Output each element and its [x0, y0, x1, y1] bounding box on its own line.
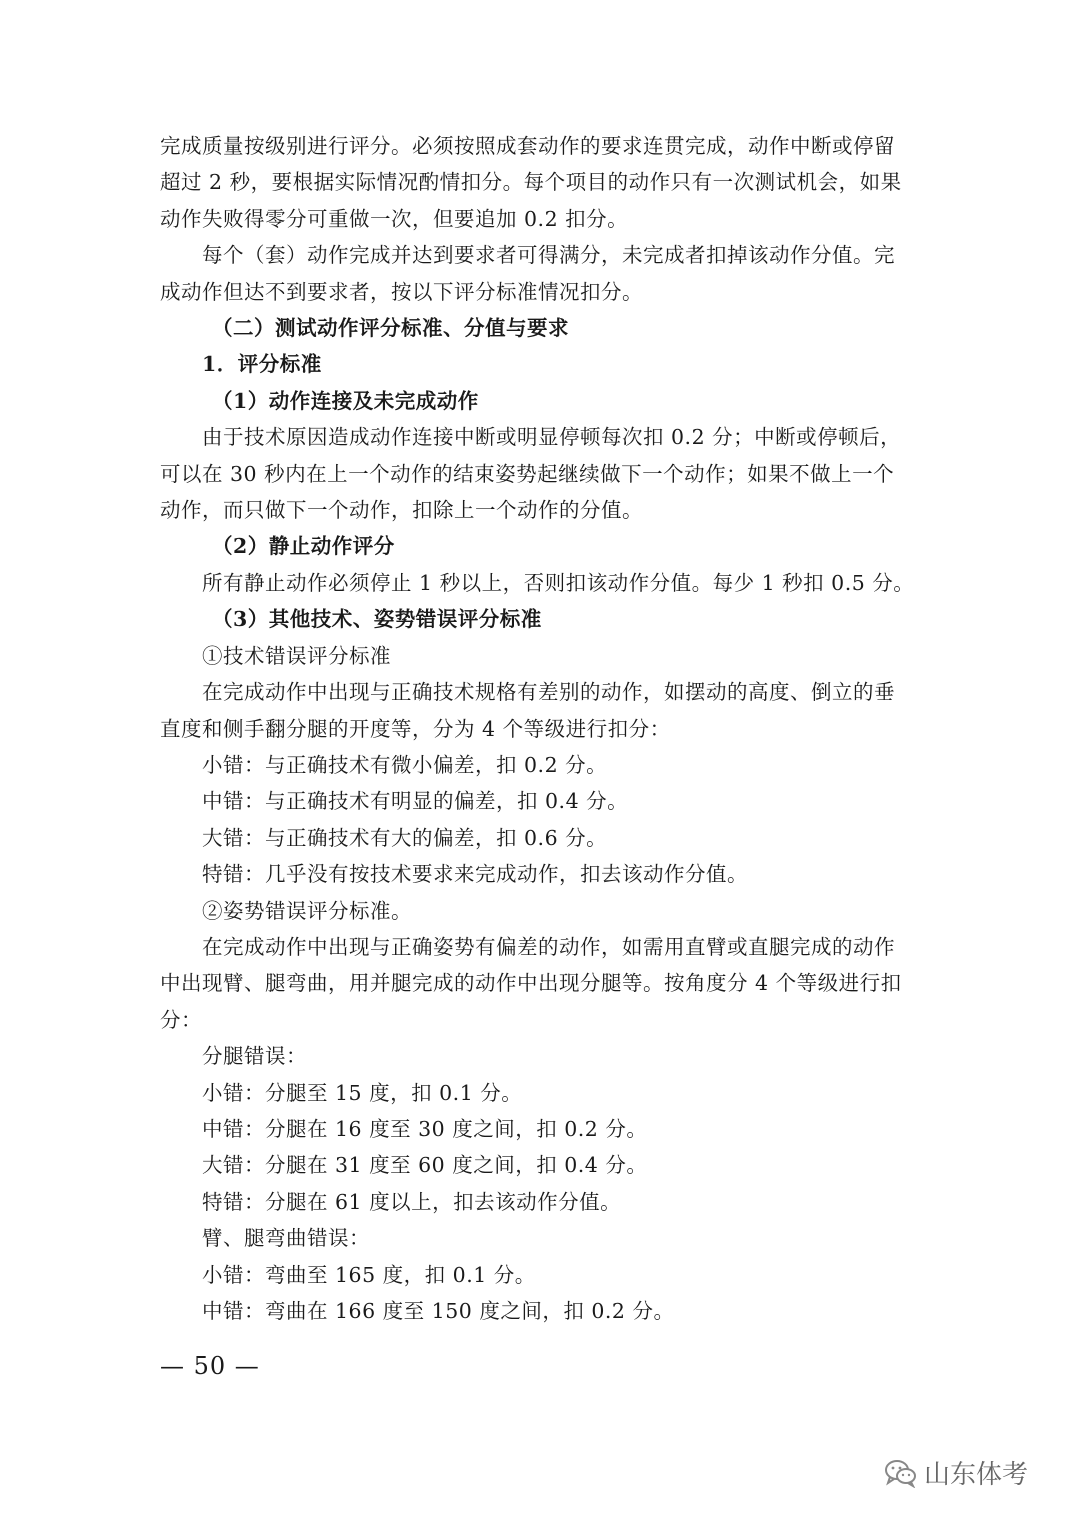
text-line: 在完成动作中出现与正确技术规格有差别的动作，如摆动的高度、倒立的垂	[202, 680, 895, 705]
text-line: 小错：弯曲至 165 度，扣 0.1 分。	[202, 1262, 536, 1287]
section-heading: 1．评分标准	[202, 352, 322, 377]
text-line: 大错：分腿在 31 度至 60 度之间，扣 0.4 分。	[202, 1153, 648, 1178]
text-line: 动作失败得零分可重做一次，但要追加 0.2 扣分。	[160, 206, 629, 231]
text-line: ①技术错误评分标准	[202, 643, 391, 668]
text-line: 分：	[160, 1007, 202, 1032]
text-line: 成动作但达不到要求者，按以下评分标准情况扣分。	[160, 279, 643, 304]
text-line: 小错：与正确技术有微小偏差，扣 0.2 分。	[202, 752, 608, 777]
text-line: 超过 2 秒，要根据实际情况酌情扣分。每个项目的动作只有一次测试机会，如果	[160, 170, 902, 195]
text-line: 臂、腿弯曲错误：	[202, 1226, 370, 1251]
text-line: 完成质量按级别进行评分。必须按照成套动作的要求连贯完成，动作中断或停留	[160, 134, 895, 158]
section-heading: （1）动作连接及未完成动作	[212, 388, 479, 413]
wechat-icon	[884, 1458, 918, 1488]
text-line: 中出现臂、腿弯曲，用并腿完成的动作中出现分腿等。按角度分 4 个等级进行扣	[160, 971, 902, 996]
section-heading: （3）其他技术、姿势错误评分标准	[212, 607, 542, 632]
text-line: 所有静止动作必须停止 1 秒以上，否则扣该动作分值。每少 1 秒扣 0.5 分。	[202, 570, 915, 595]
text-line: 动作，而只做下一个动作，扣除上一个动作的分值。	[160, 498, 643, 523]
page-number: — 50 —	[160, 1352, 260, 1380]
text-line: 特错：几乎没有按技术要求来完成动作，扣去该动作分值。	[202, 862, 748, 887]
watermark-text: 山东体考	[924, 1460, 1029, 1490]
text-line: 中错：与正确技术有明显的偏差，扣 0.4 分。	[202, 789, 629, 814]
text-line: 大错：与正确技术有大的偏差，扣 0.6 分。	[202, 825, 608, 850]
text-line: 在完成动作中出现与正确姿势有偏差的动作，如需用直臂或直腿完成的动作	[202, 934, 895, 959]
text-line: 特错：分腿在 61 度以上，扣去该动作分值。	[202, 1189, 622, 1214]
text-line: 小错：分腿至 15 度，扣 0.1 分。	[202, 1080, 523, 1105]
text-line: 可以在 30 秒内在上一个动作的结束姿势起继续做下一个动作；如果不做上一个	[160, 461, 895, 486]
text-line: 每个（套）动作完成并达到要求者可得满分，未完成者扣掉该动作分值。完	[202, 243, 895, 268]
section-heading: （二）测试动作评分标准、分值与要求	[212, 316, 569, 341]
text-line: 分腿错误：	[202, 1044, 307, 1069]
text-line: 中错：分腿在 16 度至 30 度之间，扣 0.2 分。	[202, 1116, 648, 1141]
section-heading: （2）静止动作评分	[212, 534, 395, 559]
text-line: ②姿势错误评分标准。	[202, 898, 412, 923]
text-line: 中错：弯曲在 166 度至 150 度之间，扣 0.2 分。	[202, 1299, 675, 1323]
document-body	[160, 128, 920, 1329]
watermark	[884, 1454, 1028, 1491]
text-line: 由于技术原因造成动作连接中断或明显停顿每次扣 0.2 分；中断或停顿后，	[202, 425, 902, 450]
text-line: 直度和侧手翻分腿的开度等，分为 4 个等级进行扣分：	[160, 716, 671, 741]
